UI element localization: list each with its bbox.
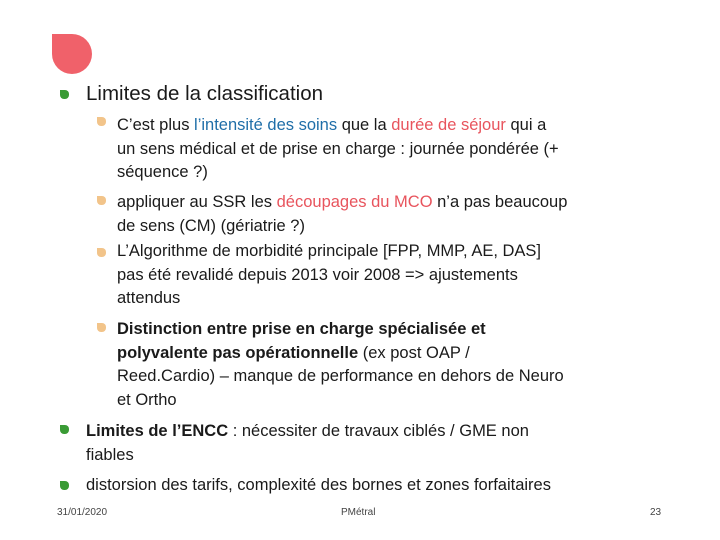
text-segment-bold: polyvalente pas opérationnelle bbox=[117, 343, 359, 362]
encc-line-1 bbox=[86, 420, 529, 444]
bullet-icon bbox=[97, 117, 106, 126]
bullet-icon bbox=[60, 425, 69, 434]
sub-item-4-line-3: Reed.Cardio) – manque de performance en dehors de Neuro bbox=[117, 367, 564, 386]
text-segment: (ex post OAP / bbox=[358, 343, 470, 362]
encc-line-2: fiables bbox=[86, 445, 134, 464]
footer-page-number: 23 bbox=[650, 507, 662, 518]
text-segment: qui a bbox=[505, 116, 547, 134]
sub-item-1-line-1 bbox=[117, 114, 546, 138]
text-segment: C’est plus bbox=[117, 116, 195, 134]
sub-item-3-line-2: pas été revalidé depuis 2013 voir 2008 => ajustements bbox=[117, 265, 518, 284]
text-segment: que la bbox=[337, 116, 392, 134]
slide-heading: Limites de la classification bbox=[86, 82, 323, 105]
highlight-decoupages-mco: découpages du MCO bbox=[276, 193, 433, 211]
bullet-icon bbox=[97, 196, 106, 205]
text-segment: appliquer au SSR les bbox=[117, 193, 277, 211]
sub-item-4-line-1: Distinction entre prise en charge spécialisée et bbox=[117, 320, 486, 338]
sub-item-2-line-2: de sens (CM) (gériatrie ?) bbox=[117, 216, 305, 235]
brand-logo-shape bbox=[52, 34, 92, 74]
sub-item-3-line-1: L’Algorithme de morbidité principale [FPP, MMP, AE, DAS] bbox=[117, 242, 542, 260]
bullet-icon bbox=[60, 90, 69, 99]
footer-author: PMétral bbox=[341, 507, 376, 518]
highlight-duree-sejour: durée de séjour bbox=[391, 116, 506, 134]
distortion-line: distorsion des tarifs, complexité des bornes et zones forfaitaires bbox=[86, 476, 551, 494]
text-segment: : nécessiter de travaux ciblés / GME non bbox=[228, 422, 529, 440]
bullet-icon bbox=[97, 323, 106, 332]
sub-item-4-line-2 bbox=[117, 342, 470, 366]
sub-item-4-line-4: et Ortho bbox=[117, 390, 177, 409]
footer-date: 31/01/2020 bbox=[57, 507, 108, 518]
text-segment-bold: Limites de l’ENCC bbox=[86, 422, 229, 440]
highlight-intensite: l’intensité des soins bbox=[194, 116, 338, 134]
sub-item-1-line-3: séquence ?) bbox=[117, 163, 208, 182]
text-segment: n’a pas beaucoup bbox=[432, 193, 568, 211]
bullet-icon bbox=[60, 481, 69, 490]
sub-item-3-line-3: attendus bbox=[117, 289, 181, 308]
bullet-icon bbox=[97, 248, 106, 257]
sub-item-2-line-1 bbox=[117, 191, 567, 215]
sub-item-1-line-2: un sens médical et de prise en charge : journée pondérée (+ bbox=[117, 139, 559, 158]
